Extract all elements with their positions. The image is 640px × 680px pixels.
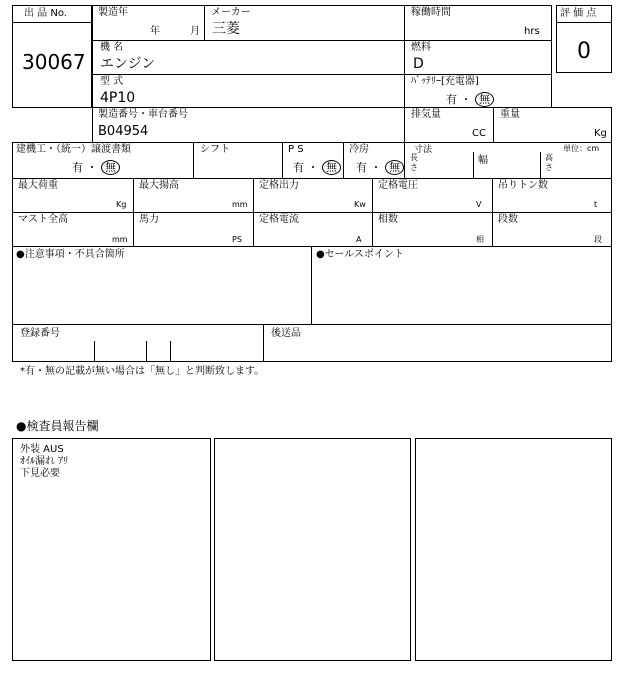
- caution-label: ●注意事項・不具合箇所: [16, 249, 125, 260]
- reg-divider-1: [94, 341, 95, 361]
- serial-value: B04954: [98, 124, 149, 139]
- unit-note: 単位：cm: [563, 144, 600, 153]
- length-label: 長 さ: [410, 153, 418, 172]
- type-box: [92, 74, 405, 108]
- maker-value: 三菱: [212, 21, 240, 37]
- phase-label: 相数: [378, 214, 398, 225]
- type-label: 型 式: [100, 76, 124, 87]
- weight-label: 重量: [500, 109, 520, 120]
- year-label: 製造年: [98, 7, 128, 18]
- hp-unit: PS: [232, 235, 242, 244]
- name-value: エンジン: [100, 56, 156, 72]
- width-label: 幅: [478, 155, 488, 166]
- dims-label: 寸法: [414, 145, 433, 155]
- serial-label: 製造番号・車台番号: [98, 109, 188, 120]
- fuel-label: 燃料: [411, 42, 431, 53]
- hours-unit: hrs: [524, 26, 540, 37]
- ps-options: [293, 160, 341, 175]
- rated-output-unit: Kw: [354, 200, 366, 209]
- battery-yes: 有: [446, 93, 457, 106]
- height-label: 高 さ: [545, 153, 553, 172]
- cooling-yes: 有: [356, 161, 367, 174]
- report-box-3: [415, 438, 612, 661]
- max-load-label: 最大荷重: [18, 180, 58, 191]
- shipping-box: [263, 324, 612, 362]
- mast-label: マスト全高: [18, 214, 68, 225]
- battery-options: [446, 92, 494, 107]
- sales-label: ●セールスポイント: [316, 249, 404, 260]
- name-label: 機 名: [100, 42, 124, 53]
- shift-label: シフト: [200, 144, 230, 155]
- max-lift-unit: mm: [232, 200, 248, 209]
- registration-label: 登録番号: [20, 328, 60, 339]
- crane-unit: t: [594, 200, 598, 209]
- rated-voltage-unit: V: [476, 200, 482, 209]
- lot-no-value: 30067: [22, 50, 86, 74]
- stage-unit: 段: [594, 235, 602, 244]
- inspector-title: ●検査員報告欄: [16, 419, 99, 433]
- lot-no-divider: [12, 22, 92, 23]
- report-line-2: ｵｲﾙ漏れ ｱﾘ: [20, 456, 69, 467]
- rated-output-label: 定格出力: [259, 180, 299, 191]
- transfer-no: 無: [101, 160, 120, 175]
- transfer-label: 建機工・（統一）譲渡書類: [16, 144, 131, 155]
- crane-label: 吊りトン数: [498, 180, 548, 191]
- hp-label: 馬力: [139, 214, 159, 225]
- battery-sep: ・: [460, 93, 472, 106]
- footnote: *有・無の記載が無い場合は「無し」と判断致します。: [20, 366, 265, 377]
- rated-current-label: 定格電流: [259, 214, 299, 225]
- rating-value: 0: [577, 39, 591, 64]
- fuel-value: D: [413, 56, 424, 72]
- phase-unit: 相: [476, 235, 484, 244]
- cooling-sep: ・: [370, 161, 382, 174]
- month-unit: 月: [190, 26, 200, 37]
- ps-sep: ・: [307, 161, 319, 174]
- transfer-yes: 有: [72, 161, 83, 174]
- cooling-label: 冷房: [349, 144, 369, 155]
- reg-divider-2: [146, 341, 147, 361]
- cooling-options: [356, 160, 404, 175]
- dims-divider-2: [540, 152, 541, 178]
- lot-no-label: 出 品 No.: [24, 8, 67, 19]
- displacement-unit: CC: [472, 128, 486, 139]
- reg-divider-3: [170, 341, 171, 361]
- battery-label: ﾊﾞｯﾃﾘｰ[充電器]: [411, 76, 479, 87]
- rated-current-unit: A: [356, 235, 362, 244]
- mast-unit: mm: [112, 235, 128, 244]
- dims-divider-1: [473, 152, 474, 178]
- transfer-options: [72, 160, 120, 175]
- report-line-1: 外装 AUS: [20, 444, 64, 455]
- rating-divider: [556, 22, 612, 23]
- ps-no: 無: [322, 160, 341, 175]
- ps-label: P S: [288, 144, 304, 155]
- battery-no: 無: [475, 92, 494, 107]
- max-lift-label: 最大揚高: [139, 180, 179, 191]
- report-box-2: [214, 438, 411, 661]
- hours-label: 稼働時間: [411, 7, 451, 18]
- type-value: 4P10: [100, 90, 136, 106]
- cooling-no: 無: [385, 160, 404, 175]
- year-unit: 年: [150, 26, 160, 37]
- report-line-3: 下見必要: [20, 468, 60, 479]
- rated-voltage-label: 定格電圧: [378, 180, 418, 191]
- weight-unit: Kg: [594, 128, 607, 139]
- rating-label: 評 価 点: [560, 8, 597, 19]
- stage-label: 段数: [498, 214, 518, 225]
- ps-yes: 有: [293, 161, 304, 174]
- maker-label: メーカー: [211, 7, 251, 18]
- shipping-label: 後送品: [271, 328, 301, 339]
- transfer-sep: ・: [86, 161, 98, 174]
- displacement-label: 排気量: [411, 109, 441, 120]
- max-load-unit: Kg: [116, 200, 127, 209]
